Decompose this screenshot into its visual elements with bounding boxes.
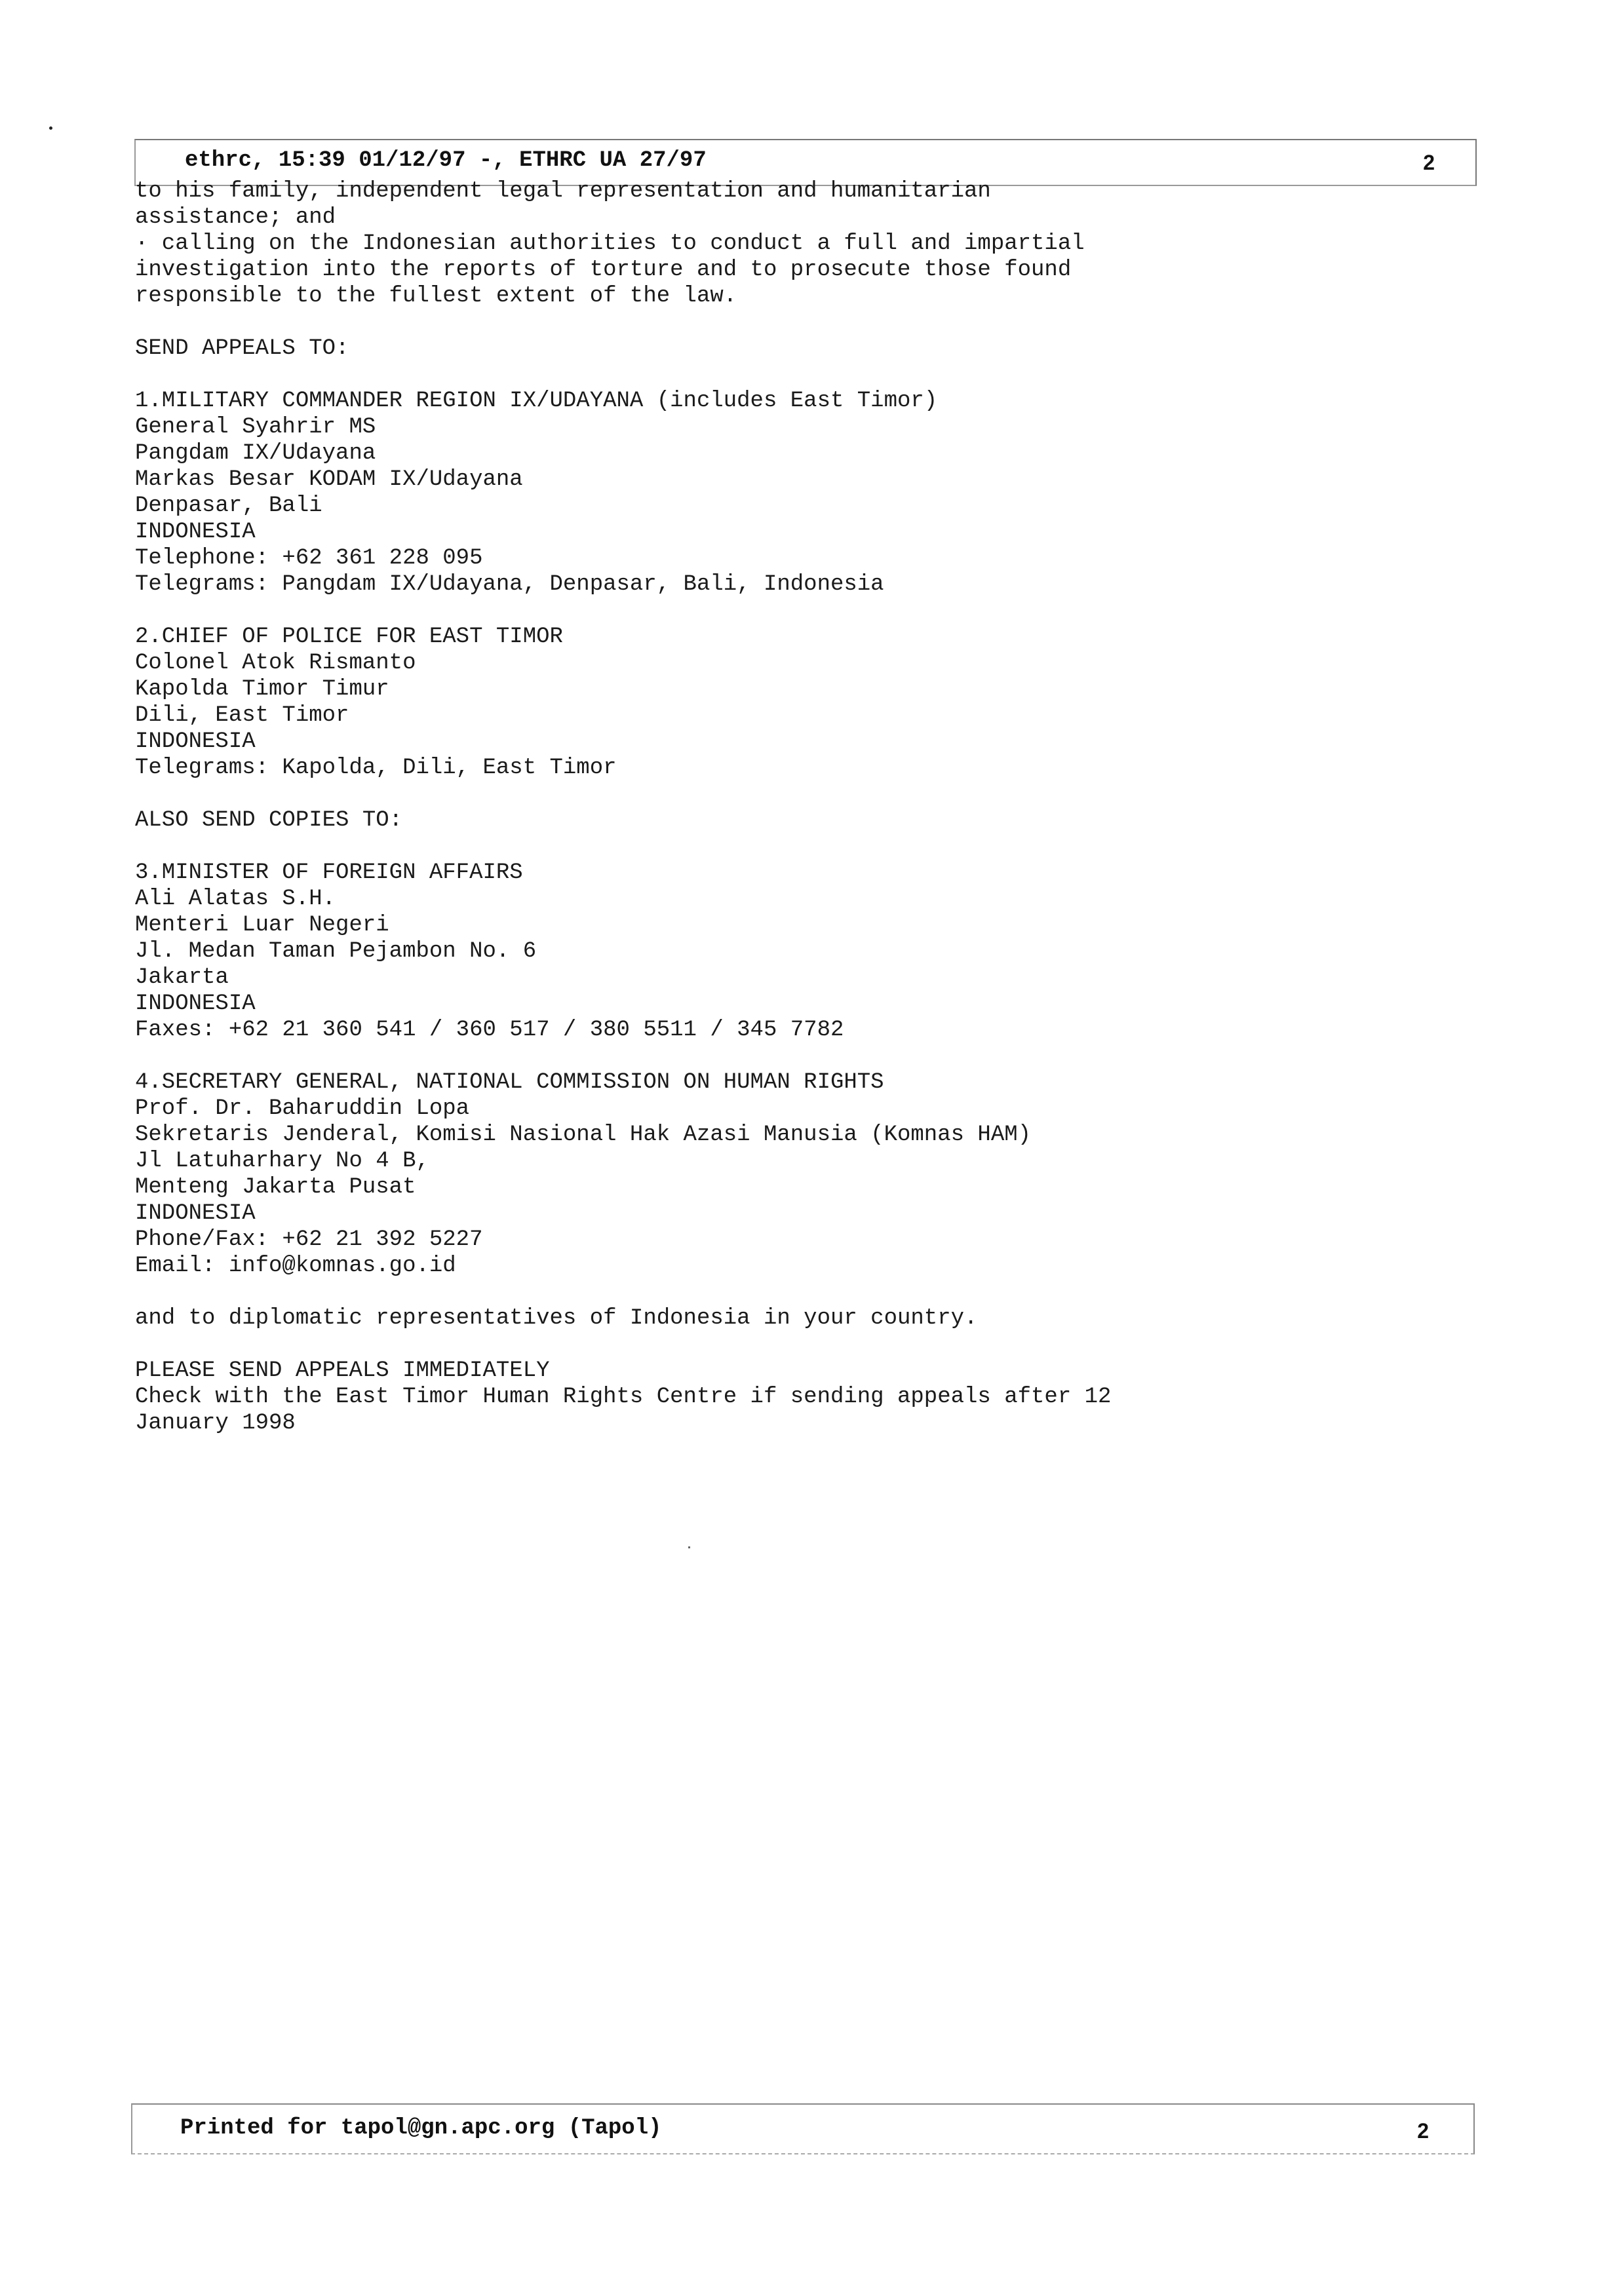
body-text-line: Phone/Fax: +62 21 392 5227 <box>135 1227 483 1252</box>
body-text-line: assistance; and <box>135 205 336 230</box>
blank-line <box>135 833 1380 860</box>
body-text-line: INDONESIA <box>135 520 256 545</box>
body-text-line: SEND APPEALS TO: <box>135 336 349 361</box>
body-text-line: INDONESIA <box>135 991 256 1016</box>
body-text-line: Ali Alatas S.H. <box>135 887 336 911</box>
header-page-number: 2 <box>1423 151 1435 174</box>
body-text-line: Menteri Luar Negeri <box>135 913 389 938</box>
blank-line <box>135 1331 1380 1358</box>
scan-speck <box>688 1546 690 1548</box>
body-text-line: Sekretaris Jenderal, Komisi Nasional Hak Azasi Manusia (Komnas HAM) <box>135 1122 1032 1147</box>
body-text-line: · calling on the Indonesian authorities to conduct a full and impartial <box>135 231 1085 256</box>
body-text-line: PLEASE SEND APPEALS IMMEDIATELY <box>135 1358 550 1383</box>
body-text-line: Menteng Jakarta Pusat <box>135 1175 416 1200</box>
blank-line <box>135 309 1380 335</box>
body-text-line: Prof. Dr. Baharuddin Lopa <box>135 1096 470 1121</box>
body-text-line: General Syahrir MS <box>135 415 376 440</box>
body-text-line: ALSO SEND COPIES TO: <box>135 808 403 833</box>
body-text-line: to his family, independent legal representation and humanitarian <box>135 179 991 204</box>
body-text-line: 1.MILITARY COMMANDER REGION IX/UDAYANA (includes East Timor) <box>135 389 938 413</box>
blank-line <box>135 1043 1380 1069</box>
blank-line <box>135 781 1380 807</box>
body-text-line: 4.SECRETARY GENERAL, NATIONAL COMMISSION ON HUMAN RIGHTS <box>135 1070 884 1095</box>
body-text-line: Telegrams: Pangdam IX/Udayana, Denpasar, Bali, Indonesia <box>135 572 884 597</box>
header-title: ethrc, 15:39 01/12/97 -, ETHRC UA 27/97 <box>185 148 707 173</box>
body-text-line: and to diplomatic representatives of Indonesia in your country. <box>135 1306 978 1331</box>
footer-page-number: 2 <box>1417 2119 1429 2143</box>
body-text-line: Telephone: +62 361 228 095 <box>135 546 483 571</box>
body-text-line: Check with the East Timor Human Rights Centre if sending appeals after 12 <box>135 1385 1112 1409</box>
blank-line <box>135 362 1380 388</box>
body-text-line: 3.MINISTER OF FOREIGN AFFAIRS <box>135 860 523 885</box>
body-text-line: Jl Latuharhary No 4 B, <box>135 1149 429 1174</box>
body-text-line: Faxes: +62 21 360 541 / 360 517 / 380 5511 / 345 7782 <box>135 1018 844 1043</box>
body-text-line: INDONESIA <box>135 1201 256 1226</box>
body-text-line: Markas Besar KODAM IX/Udayana <box>135 467 523 492</box>
body-text-line: Jl. Medan Taman Pejambon No. 6 <box>135 939 537 964</box>
blank-line <box>135 1279 1380 1305</box>
body-text-line: Telegrams: Kapolda, Dili, East Timor <box>135 756 617 780</box>
body-text-line: Email: info@komnas.go.id <box>135 1253 456 1278</box>
blank-line <box>135 598 1380 624</box>
body-text-line: 2.CHIEF OF POLICE FOR EAST TIMOR <box>135 624 563 649</box>
body-text-line: Jakarta <box>135 965 229 990</box>
body-text-line: Kapolda Timor Timur <box>135 677 389 702</box>
body-text-line: Dili, East Timor <box>135 703 349 728</box>
body-text-line: INDONESIA <box>135 729 256 754</box>
body-text-line: Denpasar, Bali <box>135 493 322 518</box>
body-text-line: January 1998 <box>135 1411 296 1436</box>
body-text-line: Colonel Atok Rismanto <box>135 651 416 676</box>
page-footer <box>131 2103 1475 2154</box>
body-text-line: responsible to the fullest extent of the law. <box>135 284 737 309</box>
body-text-line: Pangdam IX/Udayana <box>135 441 376 466</box>
footer-printed-for: Printed for tapol@gn.apc.org (Tapol) <box>180 2116 662 2141</box>
scan-speck <box>49 126 52 130</box>
body-text-line: investigation into the reports of torture and to prosecute those found <box>135 258 1072 282</box>
document-body <box>135 178 1380 1436</box>
